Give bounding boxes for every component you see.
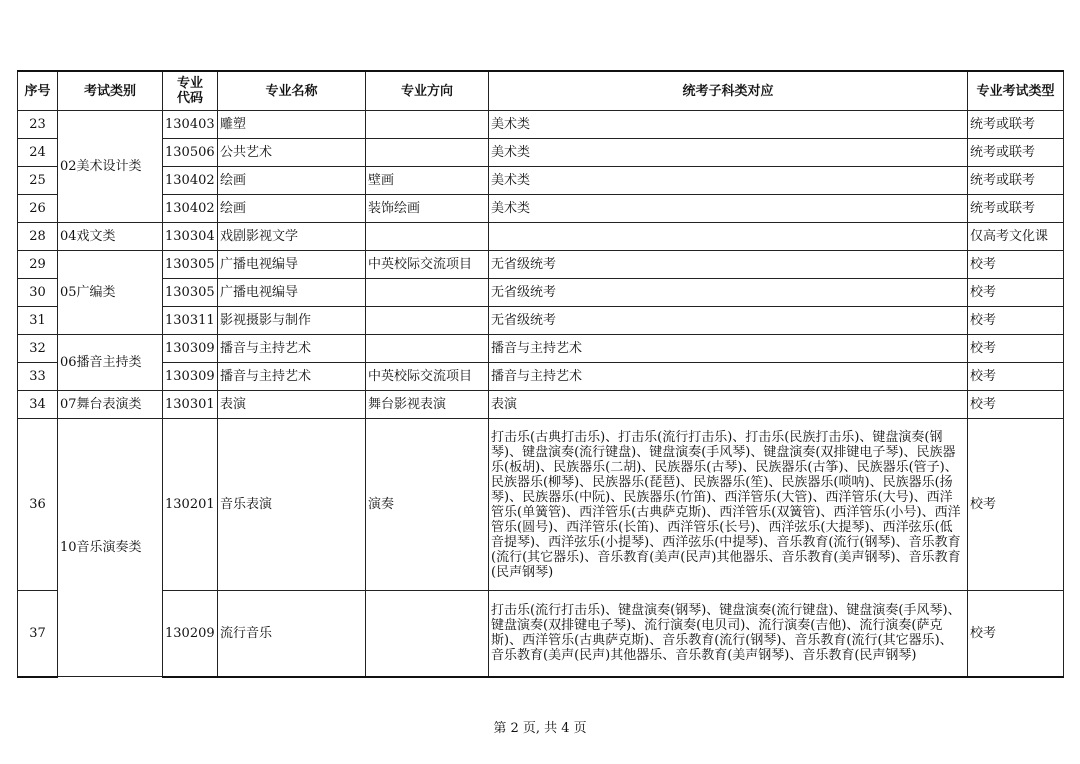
- category-cell: 04戏文类: [58, 223, 163, 251]
- cell-name: 表演: [218, 391, 366, 419]
- cell-seq: 26: [18, 195, 58, 223]
- cell-subject: 播音与主持艺术: [489, 363, 968, 391]
- page-number: 第 2 页, 共 4 页: [493, 721, 587, 736]
- cell-name: 影视摄影与制作: [218, 307, 366, 335]
- cell-seq: 29: [18, 251, 58, 279]
- cell-direction: [366, 307, 489, 335]
- cell-seq: 28: [18, 223, 58, 251]
- table-row: [18, 251, 1064, 279]
- cell-exam: 统考或联考: [968, 139, 1064, 167]
- cell-subject: 播音与主持艺术: [489, 335, 968, 363]
- cell-seq: 36: [18, 419, 58, 591]
- cell-exam: 校考: [968, 591, 1064, 677]
- cell-name: 播音与主持艺术: [218, 335, 366, 363]
- table-row: [18, 139, 1064, 167]
- cell-code: 130201: [163, 419, 218, 591]
- cell-code: 130305: [163, 279, 218, 307]
- cell-name: 流行音乐: [218, 591, 366, 677]
- table-row: [18, 419, 1064, 591]
- cell-code: 130403: [163, 111, 218, 139]
- cell-direction: [366, 591, 489, 677]
- cell-name: 广播电视编导: [218, 251, 366, 279]
- cell-seq: 34: [18, 391, 58, 419]
- cell-name: 播音与主持艺术: [218, 363, 366, 391]
- table-row: [18, 363, 1064, 391]
- cell-direction: [366, 279, 489, 307]
- cell-seq: 31: [18, 307, 58, 335]
- cell-code: 130402: [163, 195, 218, 223]
- cell-exam: 统考或联考: [968, 195, 1064, 223]
- cell-exam: 统考或联考: [968, 167, 1064, 195]
- category-cell: 05广编类: [58, 251, 163, 335]
- table-row: [18, 111, 1064, 139]
- cell-name: 公共艺术: [218, 139, 366, 167]
- cell-exam: 校考: [968, 251, 1064, 279]
- cell-direction: [366, 335, 489, 363]
- cell-subject: 打击乐(流行打击乐)、键盘演奏(钢琴)、键盘演奏(流行键盘)、键盘演奏(手风琴)、键盘演奏(双排键电子琴)、流行演奏(电贝司)、流行演奏(吉他)、流行演奏(萨克斯)、西洋管乐(古典萨克斯)、音乐教育(流行(钢琴)、音乐教育(流行(其它器乐)、音乐教育(美声(民声)其他器乐、音乐教育(美声钢琴)、音乐教育(民声钢琴): [489, 591, 968, 677]
- cell-code: 130311: [163, 307, 218, 335]
- cell-exam: 校考: [968, 391, 1064, 419]
- cell-code: 130506: [163, 139, 218, 167]
- table-row: [18, 195, 1064, 223]
- cell-seq: 25: [18, 167, 58, 195]
- header-row: [18, 71, 1064, 111]
- admissions-table: [17, 70, 1064, 678]
- cell-subject: 无省级统考: [489, 279, 968, 307]
- cell-seq: 33: [18, 363, 58, 391]
- cell-subject: 无省级统考: [489, 251, 968, 279]
- cell-name: 戏剧影视文学: [218, 223, 366, 251]
- header-category: 考试类别: [58, 71, 163, 111]
- cell-name: 广播电视编导: [218, 279, 366, 307]
- cell-code: 130305: [163, 251, 218, 279]
- cell-direction: 舞台影视表演: [366, 391, 489, 419]
- table-row: [18, 223, 1064, 251]
- table-row: [18, 167, 1064, 195]
- category-cell: 10音乐演奏类: [58, 419, 163, 677]
- cell-name: 绘画: [218, 167, 366, 195]
- cell-code: 130309: [163, 335, 218, 363]
- cell-exam: 校考: [968, 307, 1064, 335]
- cell-direction: [366, 139, 489, 167]
- category-cell: 07舞台表演类: [58, 391, 163, 419]
- cell-code: 130304: [163, 223, 218, 251]
- table-row: [18, 279, 1064, 307]
- cell-code: 130309: [163, 363, 218, 391]
- cell-code: 130209: [163, 591, 218, 677]
- cell-exam: 校考: [968, 335, 1064, 363]
- cell-subject: 美术类: [489, 111, 968, 139]
- table-row: [18, 391, 1064, 419]
- cell-name: 绘画: [218, 195, 366, 223]
- cell-name: 雕塑: [218, 111, 366, 139]
- cell-subject: 美术类: [489, 139, 968, 167]
- cell-seq: 37: [18, 591, 58, 677]
- cell-direction: 中英校际交流项目: [366, 251, 489, 279]
- cell-code: 130402: [163, 167, 218, 195]
- table-row: [18, 307, 1064, 335]
- header-subject-match: 统考子科类对应: [489, 71, 968, 111]
- cell-code: 130301: [163, 391, 218, 419]
- cell-exam: 仅高考文化课: [968, 223, 1064, 251]
- header-exam-type: 专业考试类型: [968, 71, 1064, 111]
- cell-subject: [489, 223, 968, 251]
- cell-direction: 中英校际交流项目: [366, 363, 489, 391]
- cell-seq: 24: [18, 139, 58, 167]
- cell-subject: 表演: [489, 391, 968, 419]
- cell-direction: 壁画: [366, 167, 489, 195]
- category-cell: 02美术设计类: [58, 111, 163, 223]
- category-cell: 06播音主持类: [58, 335, 163, 391]
- cell-exam: 校考: [968, 419, 1064, 591]
- cell-seq: 32: [18, 335, 58, 363]
- header-code-line1: 专业: [176, 76, 203, 91]
- cell-subject: 打击乐(古典打击乐)、打击乐(流行打击乐)、打击乐(民族打击乐)、键盘演奏(钢琴)、键盘演奏(流行键盘)、键盘演奏(手风琴)、键盘演奏(双排键电子琴)、民族器乐(板胡)、民族器乐(二胡)、民族器乐(古琴)、民族器乐(古筝)、民族器乐(管子)、民族器乐(柳琴)、民族器乐(琵琶)、民族器乐(笙)、民族器乐(唢呐)、民族器乐(扬琴)、民族器乐(中阮)、民族器乐(竹笛)、西洋管乐(大管)、西洋管乐(大号)、西洋管乐(单簧管)、西洋管乐(古典萨克斯)、西洋管乐(双簧管)、西洋管乐(小号)、西洋管乐(圆号)、西洋管乐(长笛)、西洋管乐(长号)、西洋弦乐(大提琴)、西洋弦乐(低音提琴)、西洋弦乐(小提琴)、西洋弦乐(中提琴)、音乐教育(流行(钢琴)、音乐教育(流行(其它器乐)、音乐教育(美声(民声)其他器乐、音乐教育(美声钢琴)、音乐教育(民声钢琴): [489, 419, 968, 591]
- cell-exam: 校考: [968, 279, 1064, 307]
- cell-exam: 校考: [968, 363, 1064, 391]
- cell-direction: 演奏: [366, 419, 489, 591]
- cell-seq: 23: [18, 111, 58, 139]
- cell-exam: 统考或联考: [968, 111, 1064, 139]
- header-code: [163, 71, 218, 111]
- cell-seq: 30: [18, 279, 58, 307]
- table-row: [18, 335, 1064, 363]
- header-direction: 专业方向: [366, 71, 489, 111]
- table-row: [18, 591, 1064, 677]
- cell-direction: [366, 111, 489, 139]
- cell-subject: 美术类: [489, 167, 968, 195]
- cell-direction: [366, 223, 489, 251]
- cell-direction: 装饰绘画: [366, 195, 489, 223]
- cell-name: 音乐表演: [218, 419, 366, 591]
- header-name: 专业名称: [218, 71, 366, 111]
- header-code-line2: 代码: [176, 91, 203, 106]
- header-seq: 序号: [18, 71, 58, 111]
- cell-subject: 无省级统考: [489, 307, 968, 335]
- cell-subject: 美术类: [489, 195, 968, 223]
